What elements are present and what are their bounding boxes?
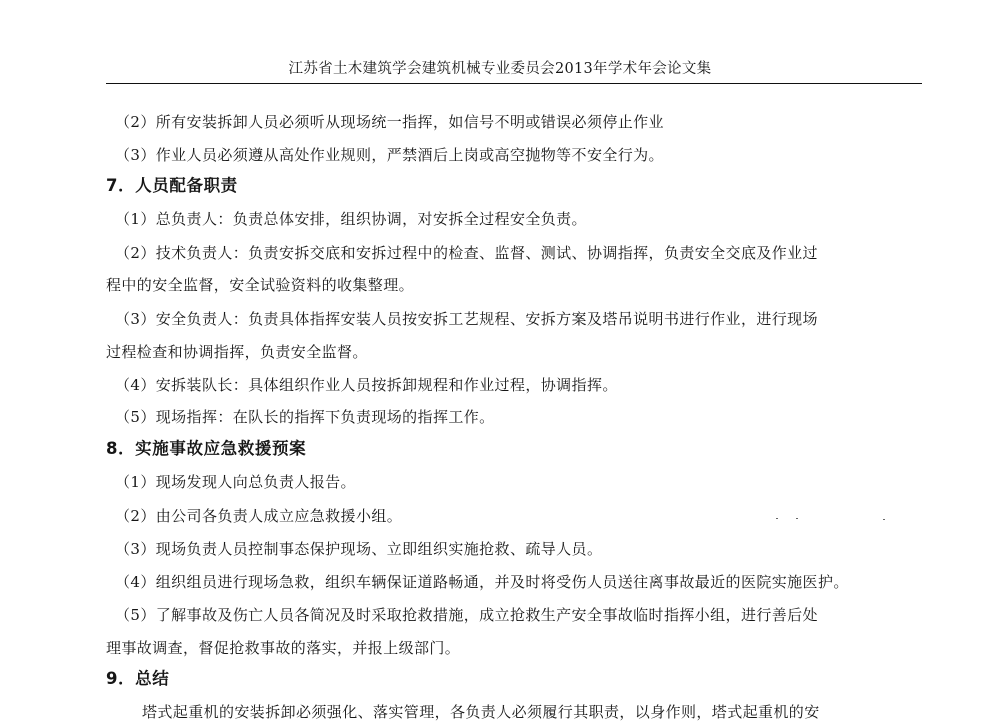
section-heading-8: 8．实施事故应急救援预案	[106, 439, 307, 458]
paragraph-line: 理事故调查，督促抢救事故的落实，并报上级部门。	[106, 639, 461, 657]
running-header: 江苏省土木建筑学会建筑机械专业委员会2013年学术年会论文集	[288, 61, 712, 77]
paragraph-line: （1）现场发现人向总负责人报告。	[115, 473, 356, 491]
paragraph-line: （5）现场指挥：在队长的指挥下负责现场的指挥工作。	[115, 408, 495, 426]
paragraph-line: （5）了解事故及伤亡人员各简况及时采取抢救措施，成立抢救生产安全事故临时指挥小组，进行善后处	[115, 606, 818, 624]
paragraph-line: （4）组织组员进行现场急救，组织车辆保证道路畅通，并及时将受伤人员送往离事故最近的医院实施医护。	[115, 573, 849, 591]
header-rule	[106, 83, 922, 84]
paragraph-line: （2）技术负责人：负责安拆交底和安拆过程中的检查、监督、测试、协调指挥，负责安全交底及作业过	[115, 244, 818, 262]
paragraph-line: （3）现场负责人员控制事态保护现场、立即组织实施抢救、疏导人员。	[115, 540, 603, 558]
paragraph-line: （1）总负责人：负责总体安排，组织协调，对安拆全过程安全负责。	[115, 210, 587, 228]
paragraph-line: 过程检查和协调指挥，负责安全监督。	[106, 343, 368, 361]
section-heading-7: 7．人员配备职责	[106, 176, 238, 195]
scan-speck	[883, 519, 885, 520]
paragraph-line: 塔式起重机的安装拆卸必须强化、落实管理，各负责人必须履行其职责，以身作则，塔式起重机的安	[142, 703, 820, 721]
scan-speck	[796, 518, 798, 519]
paragraph-line: 程中的安全监督，安全试验资料的收集整理。	[106, 276, 415, 294]
paragraph-line: （3）安全负责人：负责具体指挥安装人员按安拆工艺规程、安拆方案及塔吊说明书进行作业，进行现场	[115, 310, 818, 328]
section-heading-9: 9．总结	[106, 669, 170, 688]
paragraph-line: （2）由公司各负责人成立应急救援小组。	[115, 507, 403, 525]
paragraph-line: （2）所有安装拆卸人员必须听从现场统一指挥，如信号不明或错误必须停止作业	[115, 113, 664, 131]
paragraph-line: （4）安拆装队长：具体组织作业人员按拆卸规程和作业过程，协调指挥。	[115, 376, 618, 394]
scan-speck	[776, 518, 778, 519]
paragraph-line: （3）作业人员必须遵从高处作业规则，严禁酒后上岗或高空抛物等不安全行为。	[115, 146, 664, 164]
